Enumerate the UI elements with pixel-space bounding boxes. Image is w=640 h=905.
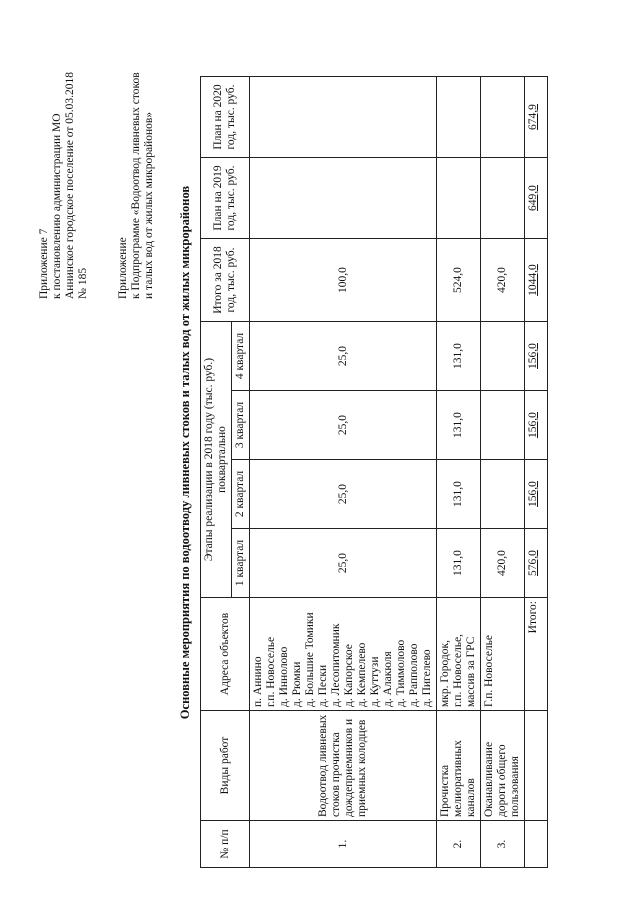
- decree-reference: [38, 9, 90, 299]
- address-item: д. Лесопитомник: [330, 623, 342, 707]
- row-num: 3.: [481, 821, 525, 868]
- row-q1: 131,0: [437, 529, 481, 598]
- row-q2: 131,0: [437, 460, 481, 529]
- totals-2018: 1044,0: [525, 239, 548, 322]
- row-addresses: [437, 598, 481, 711]
- totals-row: [525, 77, 548, 868]
- header-plan-2019: План на 2019 год, тыс. руб.: [201, 158, 250, 239]
- decree-line: Аннинское городское поселение от 05.03.2018: [64, 72, 76, 299]
- header-plan-2020: План на 2020 год, тыс. руб.: [201, 77, 250, 158]
- row-q1: 25,0: [250, 529, 437, 598]
- address-item: мкр. Городок,: [439, 640, 451, 707]
- address-item: д. Пигелево: [421, 649, 433, 707]
- row-plan-2019: [481, 158, 525, 239]
- totals-plan-2019: 649,0: [525, 158, 548, 239]
- address-item: д. Большие Томики: [304, 612, 316, 707]
- totals-label: Итого:: [525, 598, 548, 711]
- subprogram-reference: [117, 9, 156, 299]
- totals-empty: [525, 821, 548, 868]
- document-title: Основные мероприятия по водоотводу ливневых стоков и талых вод от жилых микрорайонов: [178, 185, 192, 720]
- totals-q4: 156,0: [525, 322, 548, 391]
- row-addresses: [250, 598, 437, 711]
- address-item: массив за ГРС: [465, 636, 477, 707]
- row-q4: 131,0: [437, 322, 481, 391]
- row-q3: 25,0: [250, 391, 437, 460]
- address-item: д. Алакюля: [382, 651, 394, 707]
- address-item: д. Капорское: [343, 644, 355, 707]
- table-row: [250, 77, 437, 868]
- row-q3: 131,0: [437, 391, 481, 460]
- row-num: 2.: [437, 821, 481, 868]
- table-row: [481, 77, 525, 868]
- address-item: д. Куттузи: [369, 656, 381, 707]
- header-q4: 4 квартал: [232, 322, 250, 391]
- header-num: № п/п: [201, 821, 250, 868]
- row-total-2018: 100,0: [250, 239, 437, 322]
- address-item: д. Кемпелево: [356, 642, 368, 707]
- row-q2: [481, 460, 525, 529]
- row-work-type: Водоотвод ливневых стоков прочистка дождеприемников и приемных колодцев: [250, 711, 437, 821]
- subprogram-line: к Подпрограмме «Водоотвод ливневых стоков: [130, 72, 142, 299]
- decree-line: № 185: [77, 267, 89, 299]
- row-work-type: Оканавливание дороги общего пользования: [481, 711, 525, 821]
- address-item: д. Иннолово: [278, 646, 290, 707]
- address-item: д. Тиммолово: [395, 639, 407, 707]
- row-total-2018: 420,0: [481, 239, 525, 322]
- table-header-row: [201, 77, 232, 868]
- row-plan-2019: [250, 158, 437, 239]
- header-q2: 2 квартал: [232, 460, 250, 529]
- totals-plan-2020: 674,9: [525, 77, 548, 158]
- header-work-type: Виды работ: [201, 711, 250, 821]
- address-item: д. Рюмки: [291, 661, 303, 707]
- row-num: 1.: [250, 821, 437, 868]
- row-plan-2020: [437, 77, 481, 158]
- address-item: п. Аннино: [252, 656, 264, 707]
- decree-line: Приложение 7: [38, 228, 50, 299]
- row-q4: [481, 322, 525, 391]
- address-item: д. Пески: [317, 664, 329, 707]
- measures-table: [200, 76, 548, 868]
- row-total-2018: 524,0: [437, 239, 481, 322]
- table-row: [437, 77, 481, 868]
- row-work-type: Прочистка мелиоративных каналов: [437, 711, 481, 821]
- header-q3: 3 квартал: [232, 391, 250, 460]
- header-total-2018: Итого за 2018 год, тыс. руб.: [201, 239, 250, 322]
- totals-q3: 156,0: [525, 391, 548, 460]
- row-q2: 25,0: [250, 460, 437, 529]
- row-q4: 25,0: [250, 322, 437, 391]
- row-q1: 420,0: [481, 529, 525, 598]
- subprogram-line: Приложение: [117, 237, 129, 299]
- totals-q2: 156,0: [525, 460, 548, 529]
- row-plan-2020: [481, 77, 525, 158]
- header-address: Адреса объектов: [201, 598, 250, 711]
- address-item: г.п. Новоселье,: [452, 634, 464, 707]
- header-q1: 1 квартал: [232, 529, 250, 598]
- address-item: д. Рапполово: [408, 643, 420, 707]
- address-item: г.п. Новоселье: [265, 636, 277, 707]
- row-addresses: [481, 598, 525, 711]
- row-q3: [481, 391, 525, 460]
- row-plan-2019: [437, 158, 481, 239]
- totals-empty: [525, 711, 548, 821]
- totals-q1: 576,0: [525, 529, 548, 598]
- decree-line: к постановлению администрации МО: [51, 113, 63, 299]
- subprogram-line: и талых вод от жилых микрорайонов»: [143, 111, 155, 299]
- row-plan-2020: [250, 77, 437, 158]
- address-item: Г.п. Новоселье: [483, 634, 495, 707]
- header-stages: Этапы реализации в 2018 году (тыс. руб.) поквартально: [201, 322, 232, 598]
